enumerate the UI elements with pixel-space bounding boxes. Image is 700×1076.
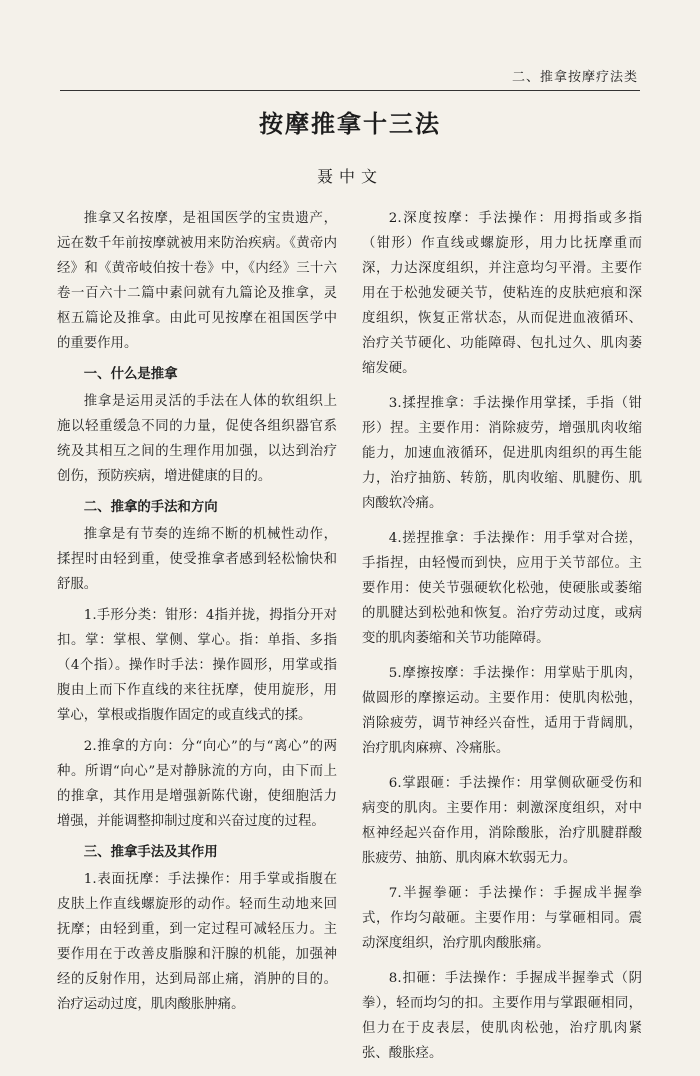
section-heading: 三、推拿手法及其作用 <box>83 844 218 860</box>
left-column <box>57 206 337 1023</box>
technique-item: 7.半握拳砸：手法操作：手握成半握拳式，作均匀敲砸。主要作用：与掌砸相同。震动深度组织，治疗肌肉酸胀痛。 <box>362 886 642 951</box>
technique-item: 6.掌跟砸：手法操作：用掌侧砍砸受伤和病变的肌肉。主要作用：刺激深度组织，对中枢神经起兴奋作用，消除酸胀，治疗肌腱群酸胀疲劳、抽筋、肌肉麻木软弱无力。 <box>362 776 642 866</box>
body-paragraph: 1.表面抚摩：手法操作：用手掌或指腹在皮肤上作直线螺旋形的动作。轻而生动地来回抚摩；由轻到重，到一定过程可减轻压力。主要作用在于改善皮脂腺和汗腺的机能，加强神经的反射作用，达到局部止痛，消肿的目的。治疗运动过度，肌肉酸胀肿痛。 <box>57 872 337 1012</box>
technique-item: 8.扣砸：手法操作：手握成半握拳式（阴拳），轻而均匀的扣。主要作用与掌跟砸相同，但力在于皮表层，使肌肉松弛，治疗肌肉紧张、酸胀痉。 <box>362 971 642 1061</box>
body-paragraph: 2.推拿的方向：分“向心”的与“离心”的两种。所谓“向心”是对静脉流的方向，由下而上的推拿，其作用是增强新陈代谢，使细胞活力增强，并能调整抑制过度和兴奋过度的过程。 <box>57 739 337 829</box>
body-paragraph: 推拿是运用灵活的手法在人体的软组织上施以轻重缓急不同的力量，促使各组织器官系统及其相互之间的生理作用加强，以达到治疗创伤，预防疾病，增进健康的目的。 <box>57 394 337 484</box>
technique-item: 5.摩擦按摩：手法操作：用掌贴于肌肉，做圆形的摩擦运动。主要作用：使肌肉松弛，消除疲劳，调节神经兴奋性，适用于背阔肌，治疗肌肉麻痹、冷痛胀。 <box>362 666 642 756</box>
technique-item: 2.深度按摩：手法操作：用拇指或多指（钳形）作直线或螺旋形，用力比抚摩重而深，力达深度组织，并注意均匀平滑。主要作用在于松弛发硬关节，使粘连的皮肤疤痕和深度组织，恢复正常状态，从而促进血液循环、治疗关节硬化、功能障碍、包扎过久、肌肉萎缩发硬。 <box>362 211 642 376</box>
author-name: 聂中文 <box>316 167 383 186</box>
technique-item: 3.揉捏推拿：手法操作用掌揉，手指（钳形）捏。主要作用：消除疲劳，增强肌肉收缩能力，加速血液循环，促进肌肉组织的再生能力，治疗抽筋、转筋，肌肉收缩、肌腱伤、肌肉酸软冷痛。 <box>362 396 642 511</box>
right-column <box>362 206 642 1076</box>
running-head: 二、推拿按摩疗法类 <box>511 70 638 85</box>
header-rule <box>60 90 640 91</box>
article-title: 按摩推拿十三法 <box>259 109 441 138</box>
section-heading: 二、推拿的手法和方向 <box>83 499 218 515</box>
body-paragraph: 1.手形分类：钳形：4指并拢，拇指分开对扣。掌：掌根、掌侧、掌心。指：单指、多指（4个指）。操作时手法：操作圆形，用掌或指腹由上而下作直线的来往抚摩，使用旋形，用掌心，掌根或指腹作固定的或直线式的揉。 <box>57 608 337 723</box>
section-heading: 一、什么是推拿 <box>83 366 178 382</box>
intro-paragraph: 推拿又名按摩，是祖国医学的宝贵遗产，远在数千年前按摩就被用来防治疾病。《黄帝内经》和《黄帝岐伯按十卷》中，《内经》三十六卷一百六十二篇中素问就有九篇论及推拿，灵枢五篇论及推拿。由此可见按摩在祖国医学中的重要作用。 <box>57 211 337 351</box>
technique-item: 4.搓捏推拿：手法操作：用手掌对合搓，手指捏，由轻慢而到快，应用于关节部位。主要作用：使关节强硬软化松弛，使硬胀或萎缩的肌腱达到松弛和恢复。治疗劳动过度，或病变的肌肉萎缩和关节功能障碍。 <box>362 531 642 646</box>
body-paragraph: 推拿是有节奏的连绵不断的机械性动作，揉捏时由轻到重，使受推拿者感到轻松愉快和舒服。 <box>57 527 337 592</box>
